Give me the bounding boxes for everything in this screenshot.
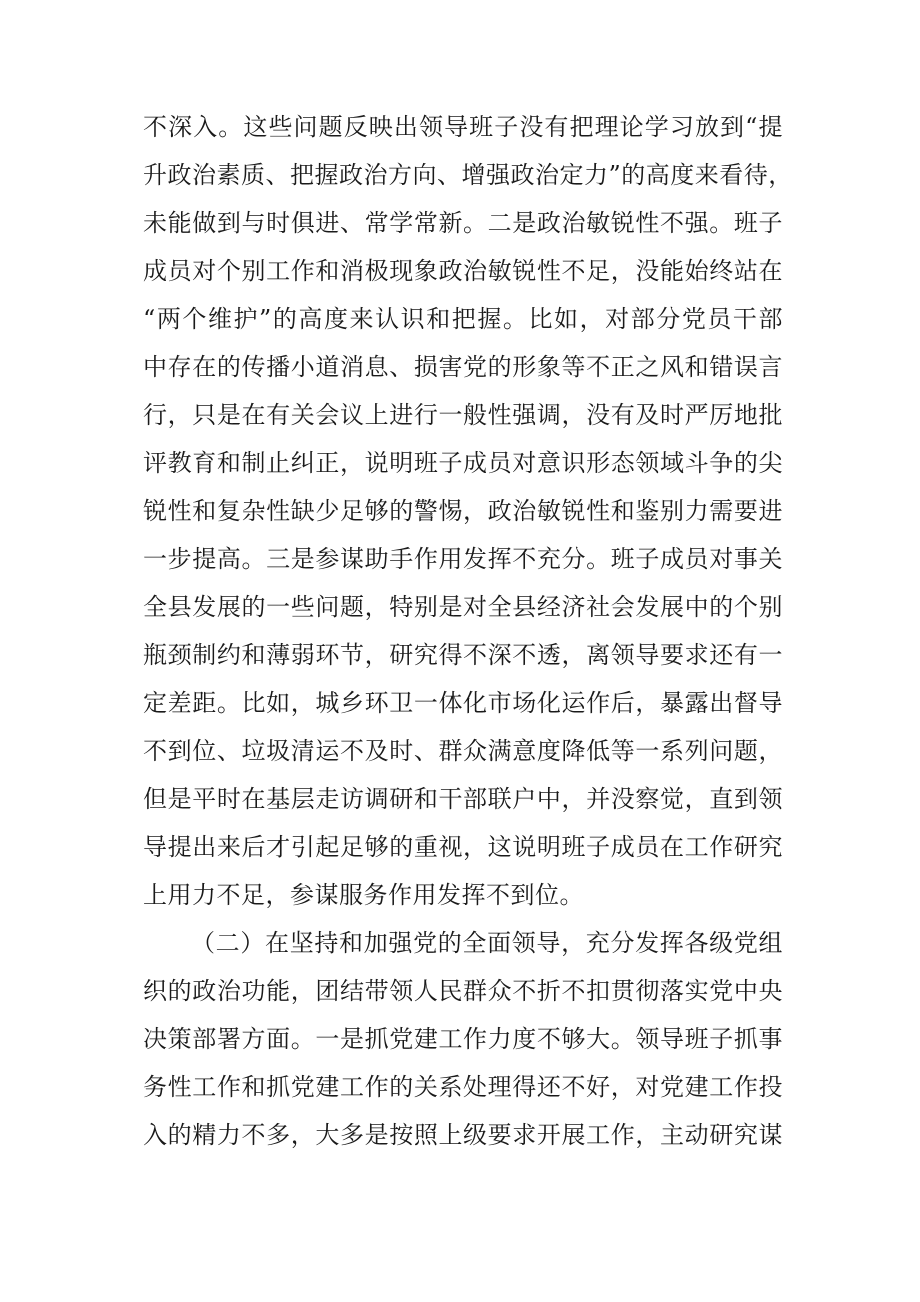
- text-line: 一步提高。三是参谋助手作用发挥不充分。班子成员对事关: [143, 545, 783, 573]
- text-line: 升政治素质、把握政治方向、增强政治定力”的高度来看待，: [143, 161, 793, 189]
- text-line: 瓶颈制约和薄弱环节，研究得不深不透，离领导要求还有一: [143, 641, 783, 669]
- text-line: 但是平时在基层走访调研和干部联户中，并没察觉，直到领: [143, 785, 783, 813]
- text-line: 未能做到与时俱进、常学常新。二是政治敏锐性不强。班子: [143, 209, 783, 237]
- text-line: 评教育和制止纠正，说明班子成员对意识形态领域斗争的尖: [143, 449, 783, 477]
- text-line: “两个维护”的高度来认识和把握。比如，对部分党员干部: [143, 305, 783, 333]
- text-line: 全县发展的一些问题，特别是对全县经济社会发展中的个别: [143, 593, 783, 621]
- text-line: 决策部署方面。一是抓党建工作力度不够大。领导班子抓事: [143, 1025, 783, 1053]
- text-line: 成员对个别工作和消极现象政治敏锐性不足，没能始终站在: [143, 257, 783, 285]
- text-line: 定差距。比如，城乡环卫一体化市场化运作后，暴露出督导: [143, 689, 783, 717]
- text-line: 行，只是在有关会议上进行一般性强调，没有及时严厉地批: [143, 401, 783, 429]
- text-line: 导提出来后才引起足够的重视，这说明班子成员在工作研究: [143, 833, 783, 861]
- text-line: 务性工作和抓党建工作的关系处理得还不好，对党建工作投: [143, 1073, 783, 1101]
- text-line: 中存在的传播小道消息、损害党的形象等不正之风和错误言: [143, 353, 783, 381]
- text-line: 锐性和复杂性缺少足够的警惕，政治敏锐性和鉴别力需要进: [143, 497, 783, 525]
- text-line: 不深入。这些问题反映出领导班子没有把理论学习放到“提: [143, 113, 783, 141]
- paragraph-end-line: 上用力不足，参谋服务作用发挥不到位。: [143, 881, 584, 909]
- text-line: 入的精力不多，大多是按照上级要求开展工作，主动研究谋: [143, 1121, 783, 1149]
- text-line: 不到位、垃圾清运不及时、群众满意度降低等一系列问题，: [143, 737, 783, 765]
- section-heading-line: （二）在坚持和加强党的全面领导，充分发挥各级党组: [191, 929, 783, 957]
- text-line: 织的政治功能，团结带领人民群众不折不扣贯彻落实党中央: [143, 977, 783, 1005]
